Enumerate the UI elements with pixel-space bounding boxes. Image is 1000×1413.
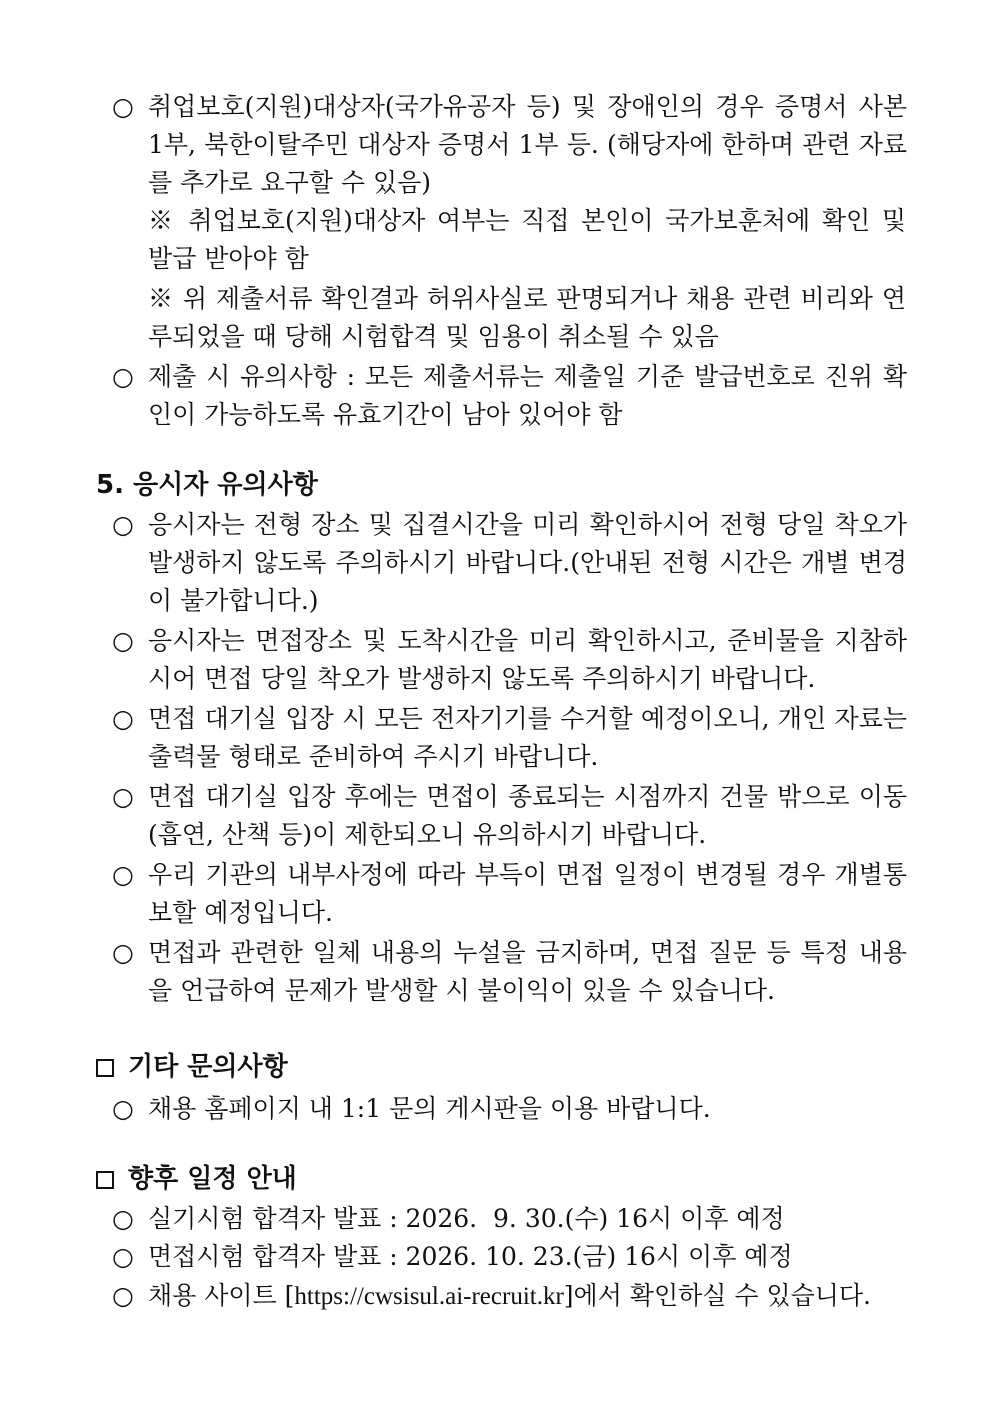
- item-text: [112, 1277, 907, 1316]
- recruit-site-link[interactable]: https://cwsisul.ai-recruit.kr: [294, 1283, 564, 1310]
- bullet-circle: ○: [112, 626, 134, 655]
- list-item: [112, 856, 907, 932]
- list-item: [112, 1238, 907, 1276]
- item-text: 취업보호(지원)대상자(국가유공자 등) 및 장애인의 경우 증명서 사본 1부, 북한이탈주민 대상자 증명서 1부 등. (해당자에 한하며 관련 자료를 추가로 요구할 수 있음): [148, 92, 907, 197]
- bullet-circle: ○: [112, 860, 134, 889]
- bullet-circle: ○: [112, 938, 134, 967]
- bullet-circle: ○: [112, 782, 134, 811]
- bullet-circle: ○: [112, 1242, 134, 1271]
- bullet-circle: ○: [112, 1204, 134, 1233]
- bullet-circle: ○: [112, 362, 134, 391]
- item-text: 면접 대기실 입장 시 모든 전자기기를 수거할 예정이오니, 개인 자료는 출력물 형태로 준비하여 주시기 바랍니다.: [148, 704, 907, 771]
- section-heading: [96, 1048, 288, 1086]
- item-text: 면접시험 합격자 발표 : 2026. 10. 23.(금) 16시 이후 예정: [148, 1242, 793, 1271]
- item-text: 우리 기관의 내부사정에 따라 부득이 면접 일정이 변경될 경우 개별통보할 예정입니다.: [148, 860, 907, 927]
- list-item: [112, 1277, 907, 1316]
- list-item: [112, 506, 907, 620]
- bullet-circle: ○: [112, 1094, 134, 1123]
- bullet-circle: ○: [112, 92, 134, 121]
- item-text: 제출 시 유의사항 : 모든 제출서류는 제출일 기준 발급번호로 진위 확인이 가능하도록 유효기간이 남아 있어야 함: [148, 362, 907, 429]
- list-item: [112, 1090, 907, 1128]
- item-text: 응시자는 면접장소 및 도착시간을 미리 확인하시고, 준비물을 지참하시어 면접 당일 착오가 발생하지 않도록 주의하시기 바랍니다.: [148, 626, 907, 693]
- bullet-circle: ○: [112, 704, 134, 733]
- site-suffix: ]에서 확인하실 수 있습니다.: [563, 1281, 871, 1310]
- section-heading: 5. 응시자 유의사항: [96, 470, 318, 500]
- bullet-circle: ○: [112, 1281, 134, 1310]
- heading-label: 기타 문의사항: [128, 1052, 288, 1082]
- list-item: [112, 778, 907, 854]
- note-item: ※ 취업보호(지원)대상자 여부는 직접 본인이 국가보훈처에 확인 및 발급 받아야 함: [148, 206, 906, 273]
- item-text: 채용 홈페이지 내 1:1 문의 게시판을 이용 바랍니다.: [148, 1094, 711, 1123]
- item-text: 실기시험 합격자 발표 : 2026. 9. 30.(수) 16시 이후 예정: [148, 1204, 785, 1233]
- checkbox-square-icon: [96, 1171, 114, 1189]
- list-item: [112, 934, 907, 1010]
- item-text: 면접 대기실 입장 후에는 면접이 종료되는 시점까지 건물 밖으로 이동(흡연, 산책 등)이 제한되오니 유의하시기 바랍니다.: [148, 782, 907, 849]
- list-item: [112, 358, 907, 434]
- list-item: [112, 700, 907, 776]
- list-item: [112, 622, 907, 698]
- section-heading: [96, 1160, 297, 1198]
- item-text: 면접과 관련한 일체 내용의 누설을 금지하며, 면접 질문 등 특정 내용을 언급하여 문제가 발생할 시 불이익이 있을 수 있습니다.: [148, 938, 907, 1005]
- note-item: ※ 위 제출서류 확인결과 허위사실로 판명되거나 채용 관련 비리와 연루되었을 때 당해 시험합격 및 임용이 취소될 수 있음: [148, 284, 906, 351]
- bullet-circle: ○: [112, 510, 134, 539]
- site-prefix: 채용 사이트 [: [148, 1281, 295, 1310]
- checkbox-square-icon: [96, 1059, 114, 1077]
- list-item: [112, 88, 907, 202]
- item-text: 응시자는 전형 장소 및 집결시간을 미리 확인하시어 전형 당일 착오가 발생하지 않도록 주의하시기 바랍니다.(안내된 전형 시간은 개별 변경이 불가합니다.): [148, 510, 907, 615]
- heading-label: 향후 일정 안내: [128, 1164, 297, 1194]
- list-item: [112, 1200, 907, 1238]
